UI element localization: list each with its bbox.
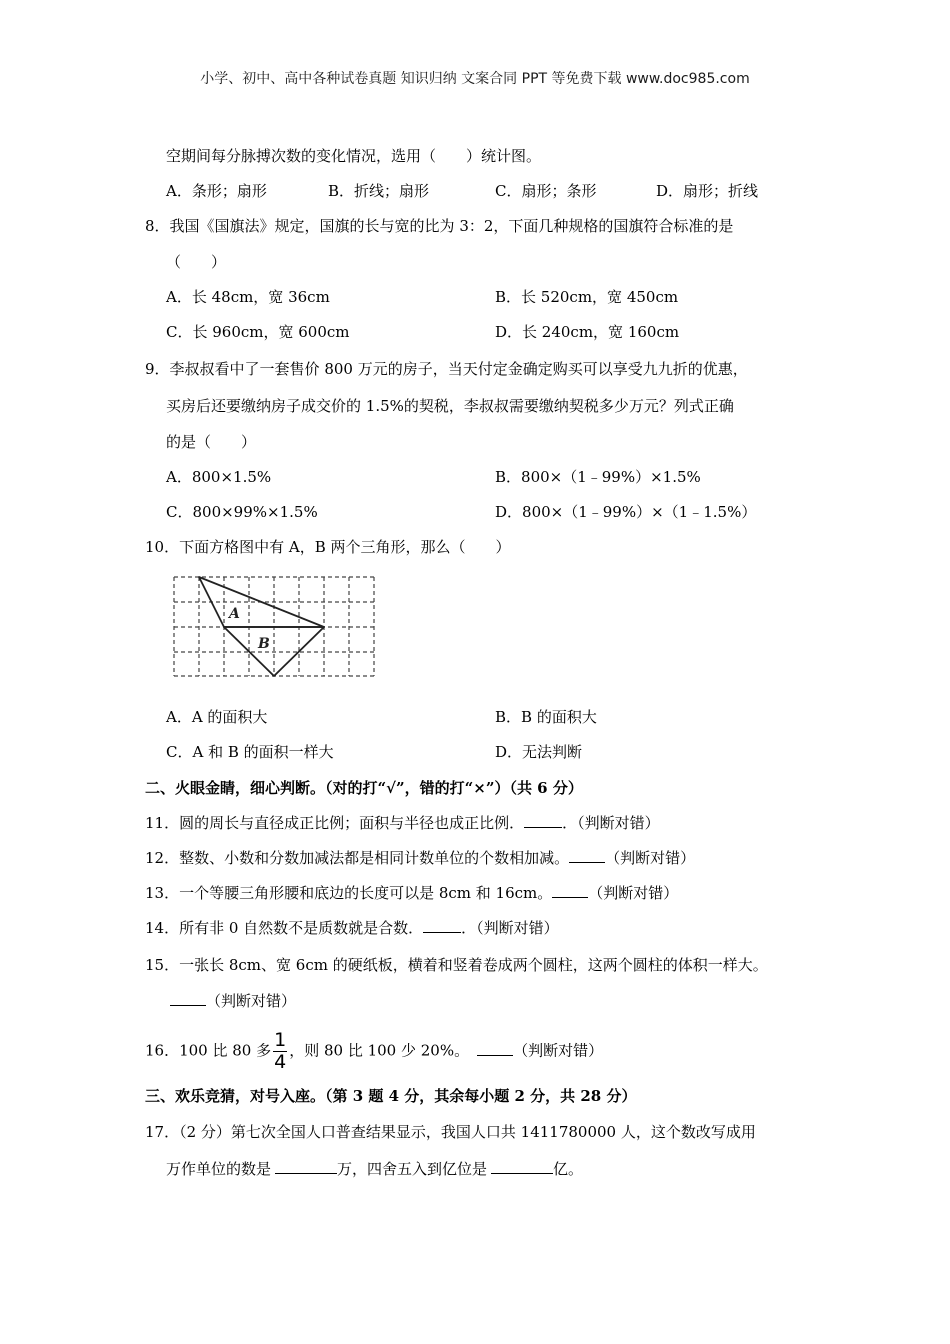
q17-pre: 万作单位的数是 <box>166 1160 272 1178</box>
q17-post: 亿。 <box>553 1160 584 1178</box>
q9-option-c: C．800×99%×1.5% <box>166 503 318 521</box>
q10-option-b: B．B 的面积大 <box>495 708 597 726</box>
q16-answer-blank[interactable] <box>477 1041 513 1056</box>
q17-line2 <box>166 1159 583 1179</box>
section3-title: 三、欢乐竞猜，对号入座。（第 3 题 4 分，其余每小题 2 分，共 28 分） <box>145 1087 637 1105</box>
q9-option-a: A．800×1.5% <box>166 468 272 486</box>
q13-text: 13．一个等腰三角形腰和底边的长度可以是 8cm 和 16cm。 <box>145 884 553 902</box>
q11-text: 11．圆的周长与直径成正比例；面积与半径也成正比例． <box>145 814 525 832</box>
q11 <box>145 813 660 833</box>
q11-tail: ．（判断对错） <box>562 814 660 832</box>
q15-answer-line <box>170 991 296 1011</box>
site-header: 小学、初中、高中各种试卷真题 知识归纳 文案合同 PPT 等免费下载 www.doc985.com <box>200 71 750 87</box>
q16-tail: （判断对错） <box>513 1041 604 1060</box>
q7-option-c: C．扇形；条形 <box>495 182 597 200</box>
q16-fraction-denominator: 4 <box>274 1051 287 1073</box>
q12-text: 12．整数、小数和分数加减法都是相同计数单位的个数相加减。 <box>145 849 570 867</box>
q7-stem: 空期间每分脉搏次数的变化情况，选用（ ）统计图。 <box>166 147 542 165</box>
q16-post: ，则 80 比 100 少 20%。 <box>289 1041 470 1060</box>
q8-option-d: D．长 240cm，宽 160cm <box>495 323 680 341</box>
triangle-a-label: A <box>229 606 240 622</box>
q8-option-a: A．长 48cm，宽 36cm <box>166 288 330 306</box>
q8-option-c: C．长 960cm，宽 600cm <box>166 323 350 341</box>
q7-option-a: A．条形；扇形 <box>166 182 267 200</box>
q9-stem-line1: 9．李叔叔看中了一套售价 800 万元的房子，当天付定金确定购买可以享受九九折的优惠， <box>145 360 748 378</box>
q17-line1: 17．（2 分）第七次全国人口普查结果显示，我国人口共 1411780000 人，这个数改写成用 <box>145 1123 756 1141</box>
q9-stem-line3: 的是（ ） <box>166 433 257 451</box>
q14 <box>145 918 559 938</box>
q13-answer-blank[interactable] <box>552 883 588 898</box>
q7-option-b: B．折线；扇形 <box>328 182 430 200</box>
q17-answer-blank-2[interactable] <box>491 1159 553 1174</box>
q10-option-c: C．A 和 B 的面积一样大 <box>166 743 334 761</box>
triangle-b-label: B <box>258 636 270 652</box>
q10-option-d: D．无法判断 <box>495 743 583 761</box>
q9-option-b: B．800×（1﹣99%）×1.5% <box>495 468 701 486</box>
q12-tail: （判断对错） <box>605 849 696 867</box>
q14-tail: ．（判断对错） <box>461 919 559 937</box>
q13 <box>145 883 678 903</box>
q10-option-a: A．A 的面积大 <box>166 708 268 726</box>
q12 <box>145 848 695 868</box>
q14-answer-blank[interactable] <box>423 918 461 933</box>
q17-answer-blank-1[interactable] <box>275 1159 337 1174</box>
q13-tail: （判断对错） <box>588 884 679 902</box>
q9-stem-line2: 买房后还要缴纳房子成交价的 1.5%的契税，李叔叔需要缴纳契税多少万元？列式正确 <box>166 397 734 415</box>
q8-option-b: B．长 520cm，宽 450cm <box>495 288 679 306</box>
q11-answer-blank[interactable] <box>524 813 562 828</box>
q10-stem: 10．下面方格图中有 A，B 两个三角形，那么（ ） <box>145 538 511 556</box>
q16-fraction <box>273 1031 287 1072</box>
q17-mid: 万，四舍五入到亿位是 <box>337 1160 488 1178</box>
q9-option-d: D．800×（1﹣99%）×（1﹣1.5%） <box>495 503 757 521</box>
q16-fraction-numerator: 1 <box>274 1029 287 1051</box>
q15-text: 15．一张长 8cm、宽 6cm 的硬纸板，横着和竖着卷成两个圆柱，这两个圆柱的体积一样大。 <box>145 956 768 974</box>
q8-stem: 8．我国《国旗法》规定，国旗的长与宽的比为 3：2，下面几种规格的国旗符合标准的是 <box>145 217 734 235</box>
q12-answer-blank[interactable] <box>569 848 605 863</box>
q15-tail: （判断对错） <box>206 992 297 1010</box>
q15-answer-blank[interactable] <box>170 991 206 1006</box>
q7-option-d: D．扇形；折线 <box>656 182 759 200</box>
q10-grid-figure <box>170 572 378 680</box>
q16-pre: 16．100 比 80 多 <box>145 1041 272 1060</box>
q14-text: 14．所有非 0 自然数不是质数就是合数． <box>145 919 424 937</box>
q16 <box>145 1031 603 1072</box>
q8-paren: （ ） <box>166 253 227 271</box>
section2-title: 二、火眼金睛，细心判断。（对的打“√”，错的打“×”）（共 6 分） <box>145 779 583 797</box>
